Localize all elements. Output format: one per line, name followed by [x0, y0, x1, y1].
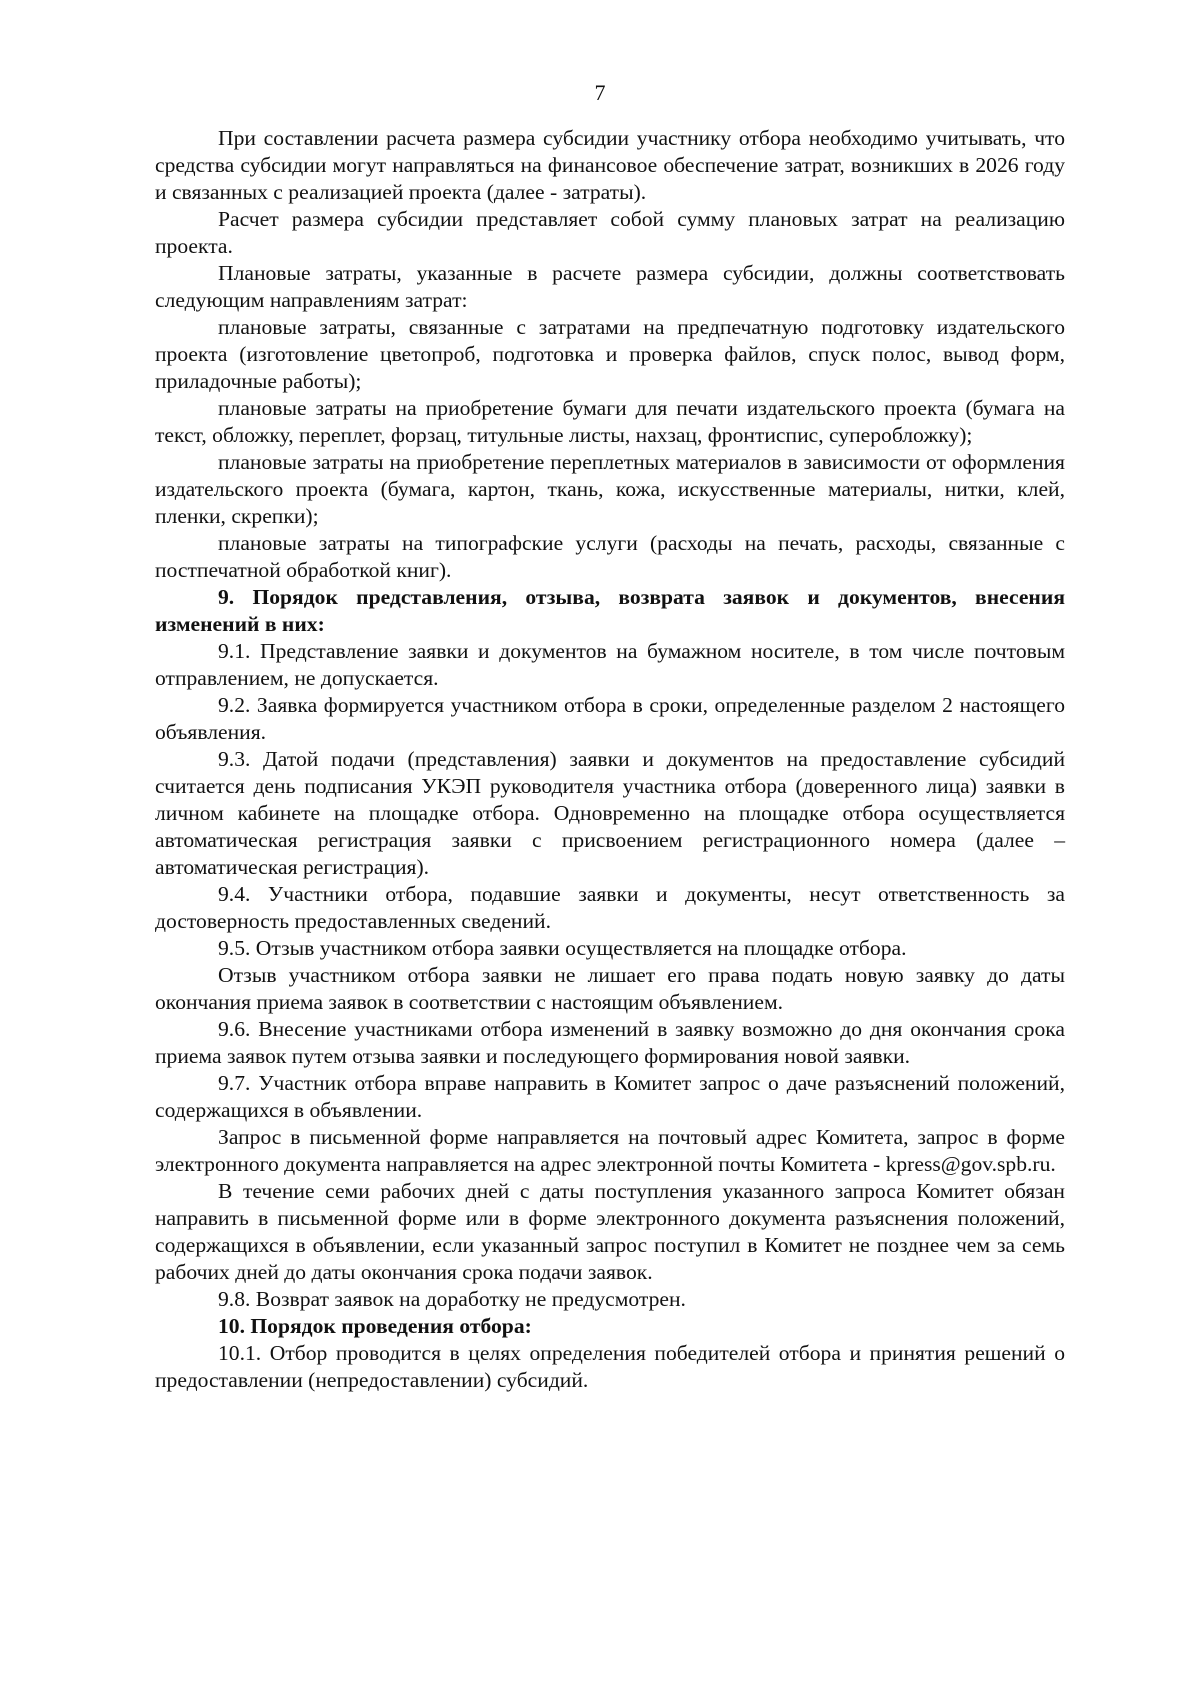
- paragraph: В течение семи рабочих дней с даты поступления указанного запроса Комитет обязан направить в письменной форме или в форме электронного документа разъяснения положений, содержащихся в объявлении, если указанный запрос поступил в Комитет не позднее чем за семь рабочих дней до даты окончания срока подачи заявок.: [155, 1179, 1065, 1284]
- list-item: плановые затраты, связанные с затратами на предпечатную подготовку издательского проекта (изготовление цветопроб, подготовка и проверка файлов, спуск полос, вывод форм, приладочные работы);: [155, 315, 1065, 393]
- section-heading: 9. Порядок представления, отзыва, возврата заявок и документов, внесения изменений в них:: [155, 585, 1065, 636]
- paragraph: 9.4. Участники отбора, подавшие заявки и документы, несут ответственность за достоверность предоставленных сведений.: [155, 882, 1065, 933]
- page-number: 7: [594, 80, 606, 105]
- paragraph: При составлении расчета размера субсидии участнику отбора необходимо учитывать, что средства субсидии могут направляться на финансовое обеспечение затрат, возникших в 2026 году и связанных с реализацией проекта (далее - затраты).: [155, 126, 1065, 204]
- section-heading: 10. Порядок проведения отбора:: [218, 1314, 532, 1338]
- paragraph: 10.1. Отбор проводится в целях определения победителей отбора и принятия решений о предоставлении (непредоставлении) субсидий.: [155, 1341, 1065, 1392]
- list-item: плановые затраты на приобретение переплетных материалов в зависимости от оформления издательского проекта (бумага, картон, ткань, кожа, искусственные материалы, нитки, клей, пленки, скрепки);: [155, 450, 1065, 528]
- paragraph: 9.5. Отзыв участником отбора заявки осуществляется на площадке отбора.: [218, 936, 907, 960]
- paragraph: Расчет размера субсидии представляет собой сумму плановых затрат на реализацию проекта.: [155, 207, 1065, 258]
- paragraph: 9.8. Возврат заявок на доработку не предусмотрен.: [218, 1287, 686, 1311]
- paragraph: 9.1. Представление заявки и документов на бумажном носителе, в том числе почтовым отправлением, не допускается.: [155, 639, 1065, 690]
- paragraph: 9.3. Датой подачи (представления) заявки и документов на предоставление субсидий считается день подписания УКЭП руководителя участника отбора (доверенного лица) заявки в личном кабинете на площадке отбора. Одновременно на площадке отбора осуществляется автоматическая регистрация заявки с присвоением регистрационного номера (далее – автоматическая регистрация).: [155, 747, 1065, 879]
- document-body: [155, 125, 1065, 1394]
- paragraph: Запрос в письменной форме направляется на почтовый адрес Комитета, запрос в форме электронного документа направляется на адрес электронной почты Комитета - kpress@gov.spb.ru.: [155, 1125, 1065, 1176]
- paragraph: 9.6. Внесение участниками отбора изменений в заявку возможно до дня окончания срока приема заявок путем отзыва заявки и последующего формирования новой заявки.: [155, 1017, 1065, 1068]
- paragraph: 9.7. Участник отбора вправе направить в Комитет запрос о даче разъяснений положений, содержащихся в объявлении.: [155, 1071, 1065, 1122]
- list-item: плановые затраты на приобретение бумаги для печати издательского проекта (бумага на текст, обложку, переплет, форзац, титульные листы, нахзац, фронтиспис, суперобложку);: [155, 396, 1065, 447]
- paragraph: 9.2. Заявка формируется участником отбора в сроки, определенные разделом 2 настоящего объявления.: [155, 693, 1065, 744]
- paragraph: Отзыв участником отбора заявки не лишает его права подать новую заявку до даты окончания приема заявок в соответствии с настоящим объявлением.: [155, 963, 1065, 1014]
- list-item: плановые затраты на типографские услуги (расходы на печать, расходы, связанные с постпечатной обработкой книг).: [155, 531, 1065, 582]
- paragraph: Плановые затраты, указанные в расчете размера субсидии, должны соответствовать следующим направлениям затрат:: [155, 261, 1065, 312]
